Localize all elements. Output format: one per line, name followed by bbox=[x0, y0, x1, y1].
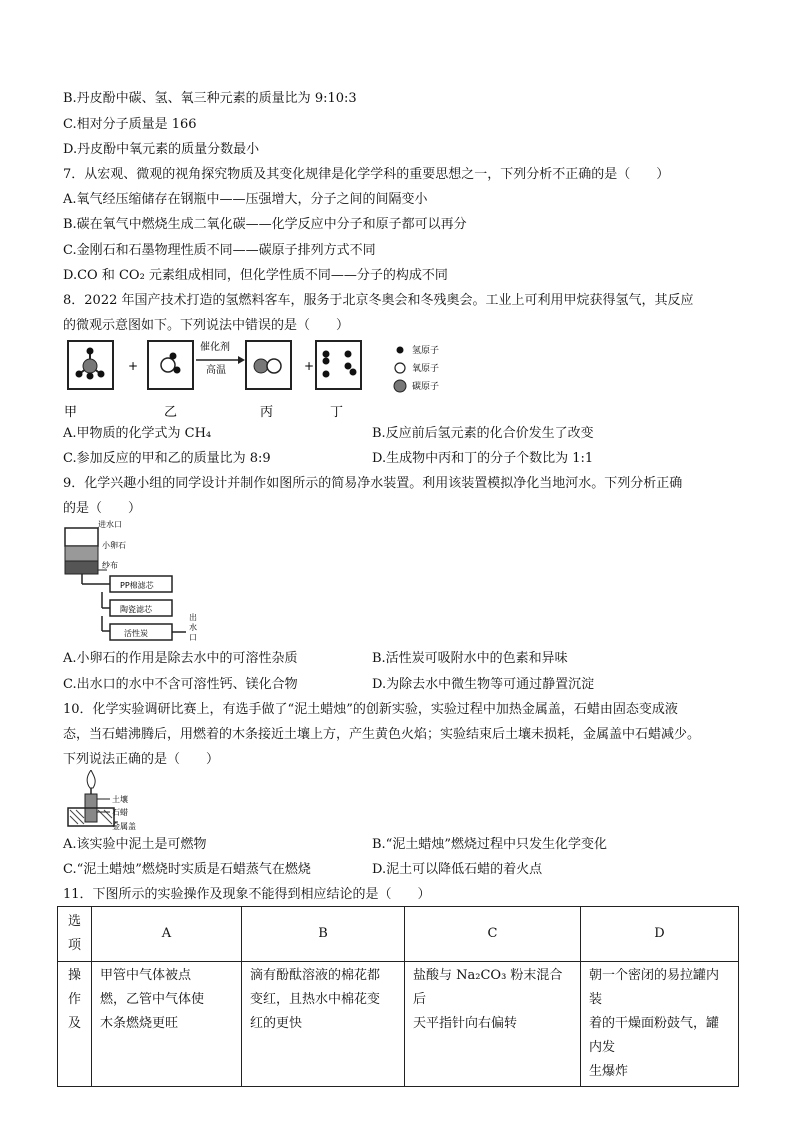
q11-table bbox=[57, 906, 739, 1087]
outlet-label-2: 水 bbox=[189, 623, 197, 632]
row-label-char: 及 bbox=[67, 1016, 81, 1031]
row-label-char: 操 bbox=[67, 968, 81, 983]
q8-option-d: D.生成物中丙和丁的分子个数比为 1:1 bbox=[372, 451, 594, 466]
q8-option-a: A.甲物质的化学式为 CH₄ bbox=[63, 426, 212, 441]
header-label-cell bbox=[58, 907, 92, 962]
header-label-char: 项 bbox=[67, 938, 81, 953]
q8-option-c: C.参加反应的甲和乙的质量比为 8:9 bbox=[63, 451, 271, 466]
q10-option-b: B.“泥土蜡烛”燃烧过程中只发生化学变化 bbox=[372, 837, 607, 852]
q10-option-a: A.该实验中泥土是可燃物 bbox=[63, 837, 207, 852]
q10-option-c: C.“泥土蜡烛”燃烧时实质是石蜡蒸气在燃烧 bbox=[63, 862, 311, 877]
cell-option-d bbox=[581, 962, 739, 1087]
q7-option-b: B.碳在氧气中燃烧生成二氧化碳——化学反应中分子和原子都可以再分 bbox=[63, 217, 467, 232]
q6-option-c: C.相对分子质量是 166 bbox=[63, 117, 197, 132]
cell-option-a bbox=[92, 962, 242, 1087]
q8-stem-line-1: 8．2022 年国产技术打造的氢燃料客车，服务于北京冬奥会和冬残奥会。工业上可利用甲烷获得氢气，其反应 bbox=[63, 293, 694, 308]
water-molecule bbox=[161, 353, 181, 374]
cell-line: 生爆炸 bbox=[589, 1064, 629, 1079]
q10-stem-line-1: 10．化学实验调研比赛上，有选手做了“泥土蜡烛”的创新实验，实验过程中加热金属盖，石蜡由固态变成液 bbox=[63, 702, 678, 717]
gauze-layer bbox=[65, 561, 98, 574]
cell-line: 滴有酚酞溶液的棉花都 bbox=[250, 968, 381, 983]
pebble-layer bbox=[65, 546, 98, 561]
cell-line: 盐酸与 Na₂CO₃ 粉末混合后 bbox=[413, 968, 563, 1007]
cell-option-c bbox=[405, 962, 581, 1087]
cell-line: 天平指针向右偏转 bbox=[413, 1016, 518, 1031]
q11-stem: 11．下图所示的实验操作及现象不能得到相应结论的是（ ） bbox=[63, 887, 431, 902]
gauze-label: 纱布 bbox=[102, 561, 118, 570]
plus-sign-2: + bbox=[304, 359, 315, 373]
q10-stem-line-3: 下列说法正确的是（ ） bbox=[63, 752, 220, 767]
cell-line: 朝一个密闭的易拉罐内装 bbox=[589, 968, 720, 1007]
q10-option-d: D.泥土可以降低石蜡的着火点 bbox=[372, 862, 543, 877]
box-ding bbox=[316, 341, 361, 389]
q7-stem: 7．从宏观、微观的视角探究物质及其变化规律是化学学科的重要思想之一，下列分析不正确的是（ ） bbox=[63, 167, 670, 182]
header-option-c: C bbox=[405, 907, 581, 962]
oxygen-atom-icon bbox=[395, 363, 405, 373]
q9-option-a: A.小卵石的作用是除去水中的可溶性杂质 bbox=[63, 651, 298, 666]
catalyst-label: 催化剂 bbox=[200, 342, 230, 353]
q7-option-d: D.CO 和 CO₂ 元素组成相同，但化学性质不同——分子的构成不同 bbox=[63, 268, 448, 283]
q8-reaction-diagram bbox=[60, 336, 480, 428]
condition-label: 高温 bbox=[206, 365, 226, 376]
row-label-char: 作 bbox=[67, 992, 81, 1007]
hydrogen-molecules bbox=[323, 351, 357, 378]
legend-hydrogen: 氢原子 bbox=[412, 346, 440, 356]
plus-sign-1: + bbox=[128, 359, 139, 373]
outlet-label-3: 口 bbox=[189, 633, 197, 642]
q8-stem-line-2: 的微观示意图如下。下列说法中错误的是（ ） bbox=[63, 318, 350, 333]
carbon-filter-label: 活性炭 bbox=[124, 629, 148, 638]
q10-clay-candle-diagram bbox=[62, 770, 162, 832]
arrow-head-icon bbox=[238, 356, 245, 364]
q6-option-b: B.丹皮酚中碳、氢、氧三种元素的质量比为 9:10:3 bbox=[63, 91, 357, 106]
label-bing: 丙 bbox=[260, 405, 274, 420]
ceramic-filter-label: 陶瓷滤芯 bbox=[120, 605, 152, 614]
cell-line: 红的更快 bbox=[250, 1016, 303, 1031]
q7-option-a: A.氧气经压缩储存在钢瓶中——压强增大，分子之间的间隔变小 bbox=[63, 192, 428, 207]
header-option-a: A bbox=[92, 907, 242, 962]
header-label-char: 选 bbox=[67, 914, 81, 929]
cell-line: 木条燃烧更旺 bbox=[100, 1016, 179, 1031]
q9-stem-line-1: 9．化学兴趣小组的同学设计并制作如图所示的简易净水装置。利用该装置模拟净化当地河水。下列分析正确 bbox=[63, 476, 683, 491]
inlet-label: 进水口 bbox=[98, 520, 122, 529]
label-yi: 乙 bbox=[164, 405, 178, 420]
carbon-atom-icon bbox=[394, 380, 406, 392]
row-label-cell bbox=[58, 962, 92, 1087]
table-row-operation bbox=[58, 962, 739, 1087]
q10-stem-line-2: 态，当石蜡沸腾后，用燃着的木条接近土壤上方，产生黄色火焰；实验结束后土壤未损耗，金属盖中石蜡减少。 bbox=[63, 727, 701, 742]
pp-filter-label: PP棉滤芯 bbox=[120, 581, 154, 590]
legend-carbon: 碳原子 bbox=[412, 382, 440, 392]
soil-label: 土壤 bbox=[112, 795, 128, 804]
cell-line: 甲管中气体被点 bbox=[100, 968, 192, 983]
co-molecule bbox=[254, 359, 281, 373]
q7-option-c: C.金刚石和石墨物理性质不同——碳原子排列方式不同 bbox=[63, 243, 376, 258]
q9-option-d: D.为除去水中微生物等可通过静置沉淀 bbox=[372, 677, 595, 692]
legend-oxygen: 氧原子 bbox=[412, 364, 440, 374]
q9-water-filter-diagram bbox=[62, 518, 222, 648]
hydrogen-atom-icon bbox=[397, 347, 404, 354]
q9-stem-line-2: 的是（ ） bbox=[63, 501, 142, 516]
q6-option-d: D.丹皮酚中氧元素的质量分数最小 bbox=[63, 142, 260, 157]
label-ding: 丁 bbox=[330, 405, 344, 420]
methane-molecule bbox=[76, 348, 105, 380]
header-option-d: D bbox=[581, 907, 739, 962]
label-jia: 甲 bbox=[64, 405, 78, 420]
atom-legend bbox=[394, 344, 439, 392]
inlet-chamber bbox=[65, 528, 98, 546]
q9-option-b: B.活性炭可吸附水中的色素和异味 bbox=[372, 651, 568, 666]
header-option-b: B bbox=[242, 907, 405, 962]
pebble-label: 小卵石 bbox=[102, 541, 126, 550]
cell-line: 燃，乙管中气体使 bbox=[100, 992, 205, 1007]
q9-option-c: C.出水口的水中不含可溶性钙、镁化合物 bbox=[63, 677, 298, 692]
table-header-row bbox=[58, 907, 739, 962]
cell-line: 变红，且热水中棉花变 bbox=[250, 992, 381, 1007]
flame-icon bbox=[87, 770, 95, 788]
q8-option-b: B.反应前后氢元素的化合价发生了改变 bbox=[372, 426, 594, 441]
wax-label: 石蜡 bbox=[112, 808, 128, 817]
cell-line: 着的干燥面粉鼓气，罐内发 bbox=[589, 1016, 720, 1055]
cell-option-b bbox=[242, 962, 405, 1087]
lid-label: 金属盖 bbox=[112, 822, 136, 831]
outlet-label-1: 出 bbox=[189, 613, 197, 622]
